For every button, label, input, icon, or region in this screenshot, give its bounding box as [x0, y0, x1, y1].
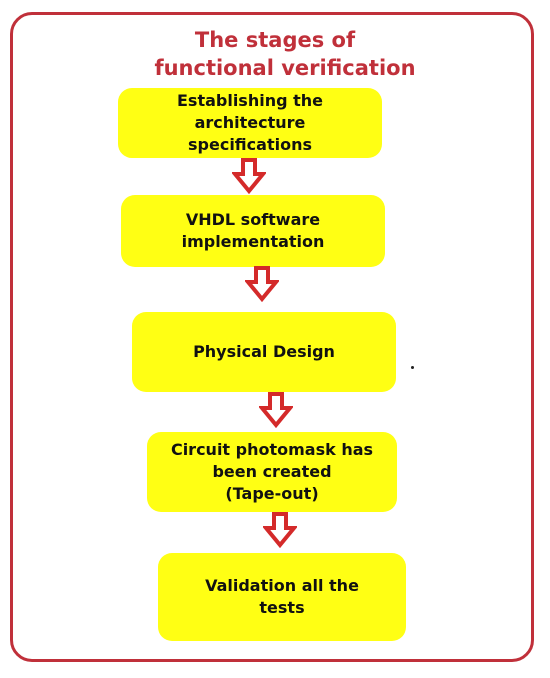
stage-2-text-line-2: implementation: [181, 232, 325, 251]
stage-5-text-line-2: tests: [259, 598, 305, 617]
stage-3-text-line-1: Physical Design: [193, 342, 335, 361]
stage-box-architecture-specifications: [118, 88, 382, 158]
stage-box-vhdl-implementation: [121, 195, 385, 267]
stage-box-tape-out: [147, 432, 397, 512]
stage-box-validation-tests: [158, 553, 406, 641]
down-arrow-icon: [259, 392, 293, 428]
down-arrow-icon: [263, 512, 297, 548]
stray-dot: [411, 366, 414, 369]
down-arrow-icon: [245, 266, 279, 302]
stage-1-text-line-3: specifications: [188, 135, 312, 154]
stage-5-text-line-1: Validation all the: [205, 576, 359, 595]
stage-4-text-line-2: been created: [212, 462, 332, 481]
diagram-title-line-2: functional verification: [154, 56, 416, 80]
stage-4-text-line-1: Circuit photomask has: [170, 440, 374, 459]
down-arrow-icon: [232, 158, 266, 194]
stage-box-physical-design: [132, 312, 396, 392]
stage-1-text-line-2: architecture: [194, 113, 306, 132]
stage-4-text-line-3: (Tape-out): [225, 484, 319, 503]
diagram-title-line-1: The stages of: [194, 28, 356, 52]
stage-1-text-line-1: Establishing the: [176, 91, 324, 110]
stage-2-text-line-1: VHDL software: [185, 210, 321, 229]
